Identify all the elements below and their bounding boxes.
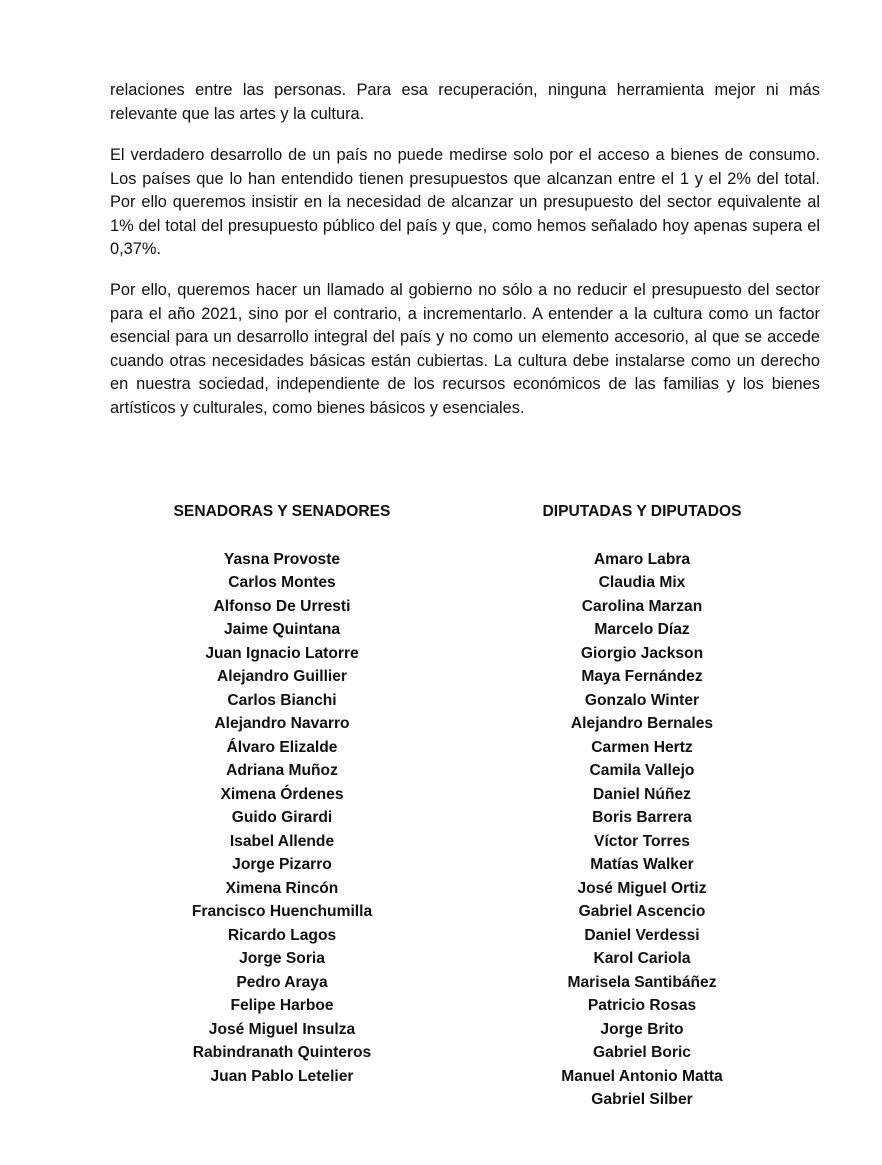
senator-name: Jorge Pizarro bbox=[232, 856, 332, 873]
senator-name: José Miguel Insulza bbox=[208, 1020, 356, 1038]
deputy-name: Manuel Antonio Matta bbox=[561, 1067, 723, 1085]
deputy-name: Gabriel Silber bbox=[591, 1091, 693, 1108]
deputy-name: Karol Cariola bbox=[593, 950, 691, 967]
deputy-name: Patricio Rosas bbox=[587, 997, 697, 1014]
deputy-name: Daniel Núñez bbox=[593, 785, 691, 803]
senator-name: Guido Girardi bbox=[231, 809, 333, 826]
deputy-name: Carmen Hertz bbox=[591, 738, 693, 756]
deputy-name: Camila Vallejo bbox=[589, 762, 695, 779]
deputy-name: Jorge Brito bbox=[600, 1020, 684, 1038]
senator-name: Jorge Soria bbox=[239, 950, 325, 967]
deputies-list bbox=[512, 548, 772, 1112]
deputy-name: Gabriel Ascencio bbox=[578, 903, 706, 920]
senator-name: Ricardo Lagos bbox=[227, 926, 337, 944]
senator-name: Rabindranath Quinteros bbox=[192, 1044, 372, 1061]
senator-name: Pedro Araya bbox=[236, 973, 328, 991]
deputy-name: Carolina Marzan bbox=[581, 597, 703, 615]
senator-name: Alejandro Guillier bbox=[217, 668, 347, 685]
deputies-column bbox=[512, 500, 772, 1112]
deputy-name: Gabriel Boric bbox=[593, 1044, 691, 1061]
deputy-name: Alejandro Bernales bbox=[570, 715, 714, 732]
senator-name: Ximena Rincón bbox=[225, 879, 339, 897]
senator-name: Juan Ignacio Latorre bbox=[205, 644, 359, 662]
senators-list bbox=[152, 548, 412, 1089]
deputies-heading: DIPUTADAS Y DIPUTADOS bbox=[542, 503, 742, 520]
senator-name: Francisco Huenchumilla bbox=[191, 903, 373, 920]
senator-name: Alfonso De Urresti bbox=[213, 597, 351, 615]
senators-heading: SENADORAS Y SENADORES bbox=[173, 503, 391, 520]
deputy-name: Marisela Santibáñez bbox=[567, 973, 717, 991]
deputy-name: Boris Barrera bbox=[592, 809, 692, 826]
deputy-name: Daniel Verdessi bbox=[584, 926, 700, 944]
deputy-name: José Miguel Ortiz bbox=[577, 879, 707, 897]
deputy-name: Amaro Labra bbox=[593, 550, 691, 568]
paragraph-1: relaciones entre las personas. Para esa recuperación, ninguna herramienta mejor ni más relevante que las artes y la cultura. bbox=[110, 81, 820, 123]
senator-name: Yasna Provoste bbox=[223, 550, 341, 568]
senators-column bbox=[152, 500, 412, 1088]
senator-name: Jaime Quintana bbox=[223, 621, 341, 638]
senator-name: Alejandro Navarro bbox=[214, 715, 350, 732]
paragraph-2: El verdadero desarrollo de un país no puede medirse solo por el acceso a bienes de consumo. Los países que lo han entendido tienen presupuestos que alcanzan entre el 1 y el 2% del total. Por ello queremos insistir en la necesidad de alcanzar un presupuesto del sector equivalente al 1% del total del presupuesto público del país y que, como hemos señalado hoy apenas supera el 0,37%. bbox=[110, 146, 820, 259]
deputy-name: Claudia Mix bbox=[598, 574, 686, 591]
senator-name: Isabel Allende bbox=[229, 832, 335, 850]
senator-name: Ximena Órdenes bbox=[220, 785, 344, 803]
deputy-name: Giorgio Jackson bbox=[580, 644, 704, 662]
senator-name: Carlos Bianchi bbox=[227, 691, 337, 709]
paragraph-3: Por ello, queremos hacer un llamado al gobierno no sólo a no reducir el presupuesto del sector para el año 2021, sino por el contrario, a incrementarlo. A entender a la cultura como un factor esencial para un desarrollo integral del país y no como un elemento accesorio, al que se accede cuando otras necesidades básicas están cubiertas. La cultura debe instalarse como un derecho en nuestra sociedad, independiente de los recursos económicos de las familias y los bienes artísticos y culturales, como bienes básicos y esenciales. bbox=[110, 281, 820, 417]
deputy-name: Marcelo Díaz bbox=[594, 621, 690, 638]
deputy-name: Maya Fernández bbox=[581, 668, 703, 685]
senator-name: Carlos Montes bbox=[228, 574, 336, 591]
senator-name: Felipe Harboe bbox=[230, 997, 334, 1014]
senator-name: Álvaro Elizalde bbox=[226, 738, 338, 756]
deputy-name: Matías Walker bbox=[590, 856, 694, 873]
deputy-name: Víctor Torres bbox=[594, 832, 690, 850]
senator-name: Adriana Muñoz bbox=[226, 762, 338, 779]
senator-name: Juan Pablo Letelier bbox=[210, 1067, 354, 1085]
deputy-name: Gonzalo Winter bbox=[584, 691, 700, 709]
